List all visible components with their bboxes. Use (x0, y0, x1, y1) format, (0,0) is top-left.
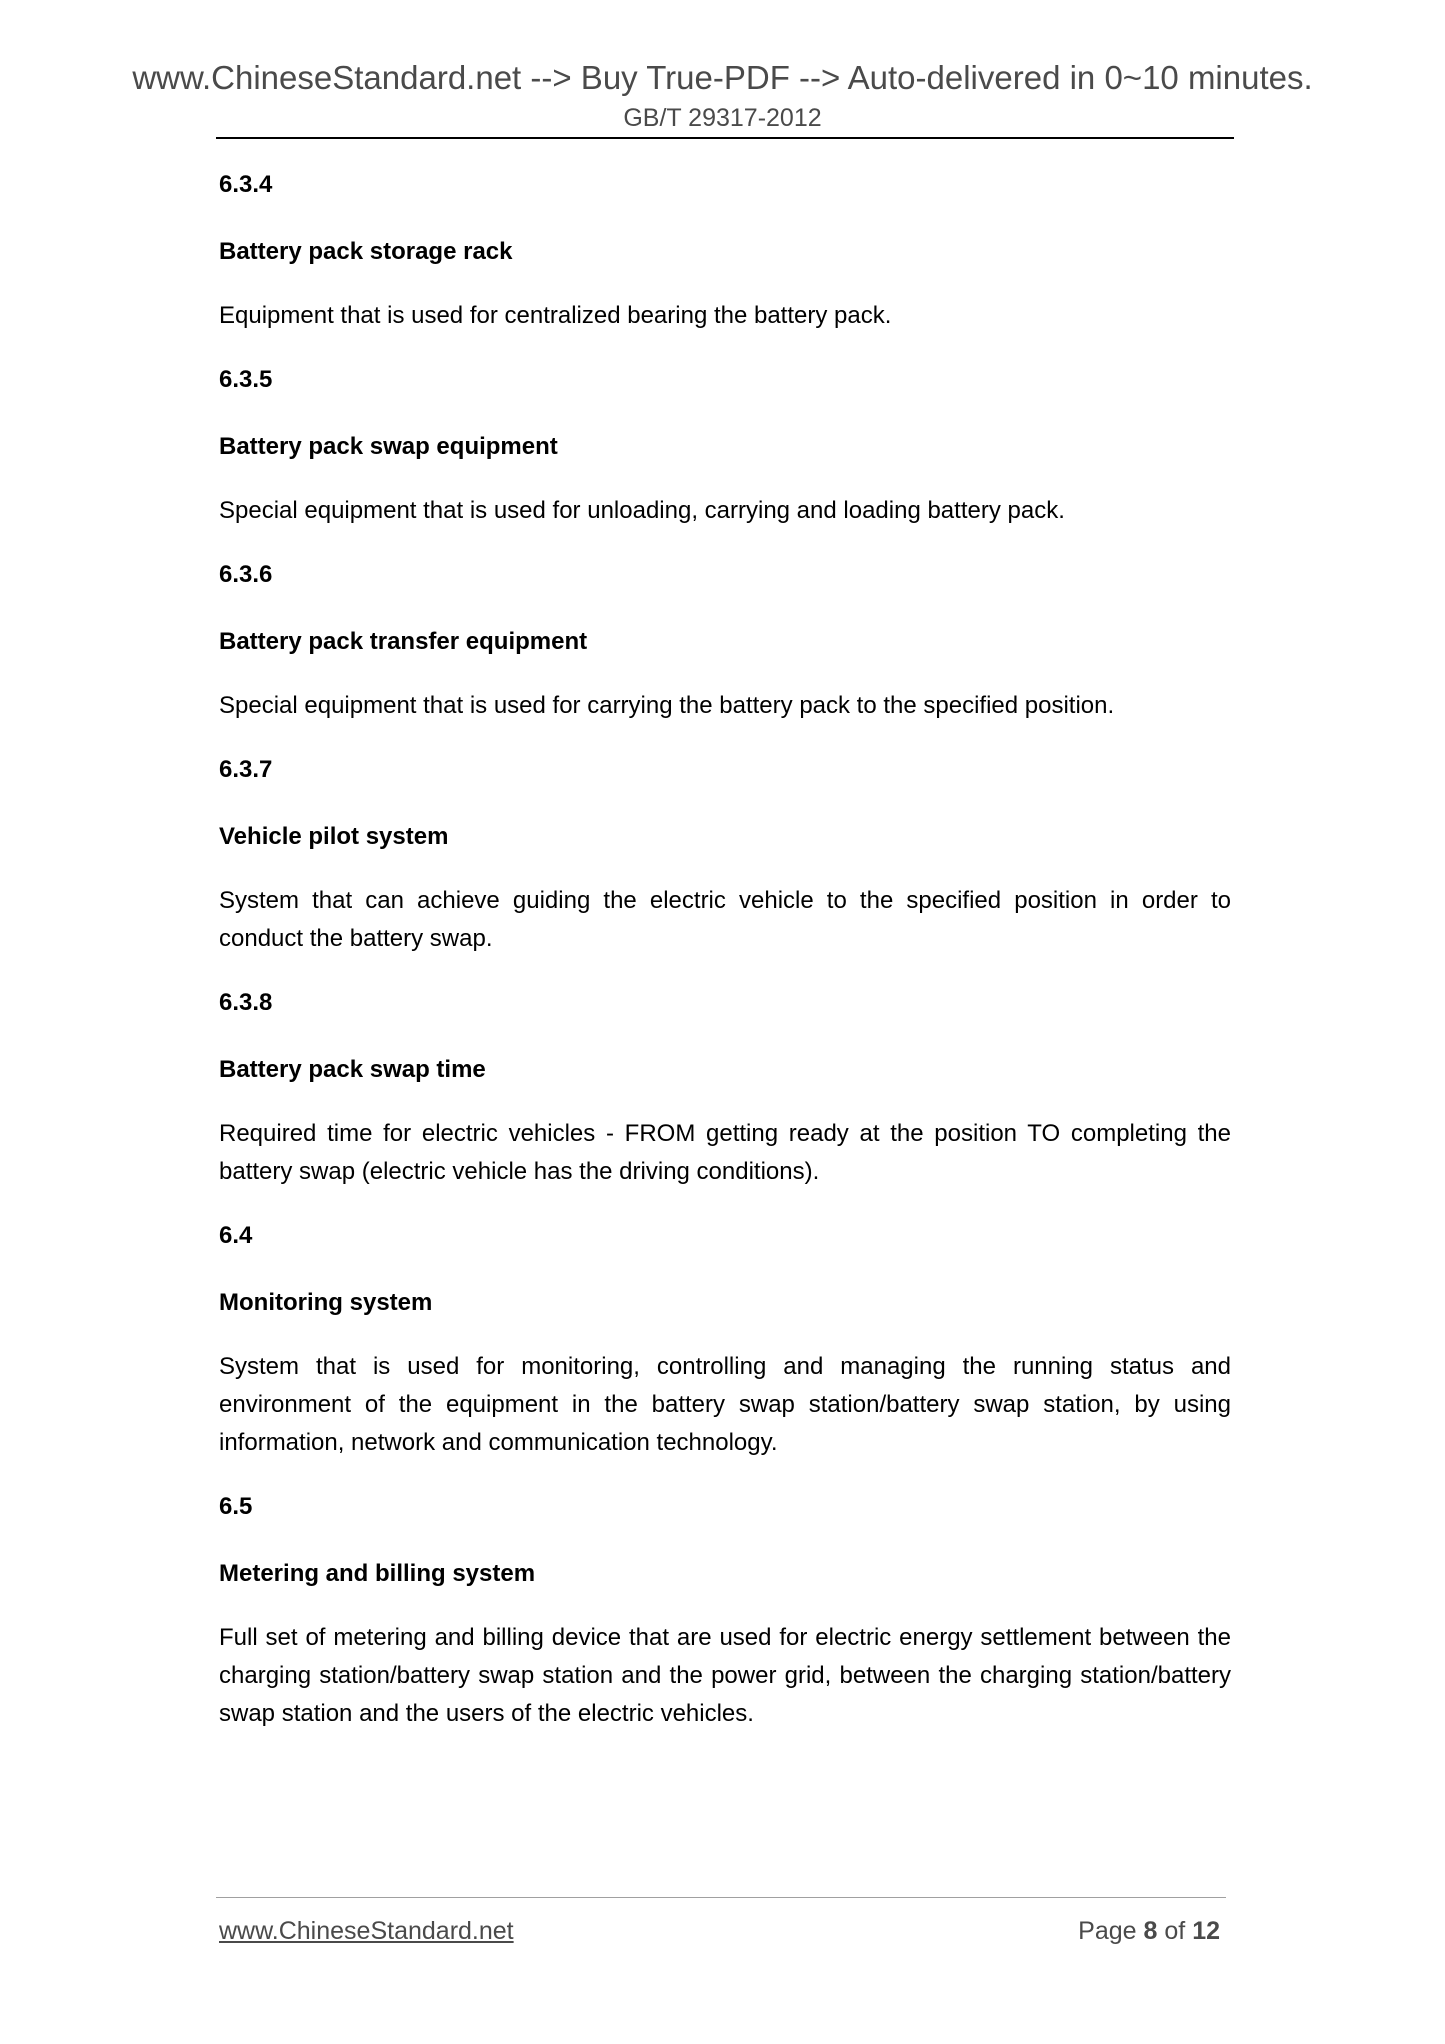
term-title: Vehicle pilot system (219, 823, 449, 850)
term-number: 6.5 (219, 1493, 253, 1520)
term-entry (219, 365, 1231, 530)
current-page: 8 (1143, 1917, 1158, 1945)
term-title: Monitoring system (219, 1289, 433, 1316)
term-number: 6.3.7 (219, 756, 273, 783)
term-number: 6.3.6 (219, 561, 273, 588)
term-number: 6.3.8 (219, 989, 273, 1016)
term-entry (219, 1221, 1231, 1462)
term-title: Metering and billing system (219, 1560, 536, 1587)
term-entry (219, 560, 1231, 725)
term-title: Battery pack transfer equipment (219, 628, 588, 655)
header-banner: www.ChineseStandard.net --> Buy True-PDF --> Auto-delivered in 0~10 minutes. (132, 59, 1313, 96)
footer-divider (216, 1897, 1226, 1898)
term-title: Battery pack storage rack (219, 238, 513, 265)
term-number: 6.3.4 (219, 171, 273, 198)
page-of: of (1164, 1917, 1186, 1945)
footer-site-link[interactable]: www.ChineseStandard.net (219, 1917, 514, 1945)
total-pages: 12 (1192, 1917, 1220, 1945)
term-entry (219, 988, 1231, 1191)
term-number: 6.4 (219, 1222, 253, 1249)
header-divider (216, 137, 1234, 139)
term-entry (219, 755, 1231, 958)
term-entry (219, 1492, 1231, 1733)
term-definition: Special equipment that is used for carrying the battery pack to the specified position. (219, 692, 1115, 719)
term-definition: Full set of metering and billing device that are used for electric energy settlement between the charging station/battery swap station and the power grid, between the charging station/battery swap station and the users of the electric vehicles. (219, 1624, 1231, 1727)
page-prefix: Page (1078, 1917, 1137, 1945)
term-definition: Special equipment that is used for unloading, carrying and loading battery pack. (219, 497, 1065, 524)
page-indicator (1078, 1915, 1220, 1947)
term-definition: Required time for electric vehicles - FROM getting ready at the position TO completing the battery swap (electric vehicle has the driving conditions). (219, 1120, 1231, 1185)
term-title: Battery pack swap time (219, 1056, 486, 1083)
term-definition: System that can achieve guiding the electric vehicle to the specified position in order to conduct the battery swap. (219, 887, 1231, 952)
term-definition: Equipment that is used for centralized bearing the battery pack. (219, 302, 892, 329)
standard-number: GB/T 29317-2012 (623, 104, 822, 132)
term-number: 6.3.5 (219, 366, 273, 393)
term-entry (219, 170, 1231, 335)
document-body (219, 170, 1231, 1763)
term-definition: System that is used for monitoring, controlling and managing the running status and environment of the equipment in the battery swap station/battery swap station, by using information, network and communication technology. (219, 1353, 1231, 1456)
term-title: Battery pack swap equipment (219, 433, 558, 460)
